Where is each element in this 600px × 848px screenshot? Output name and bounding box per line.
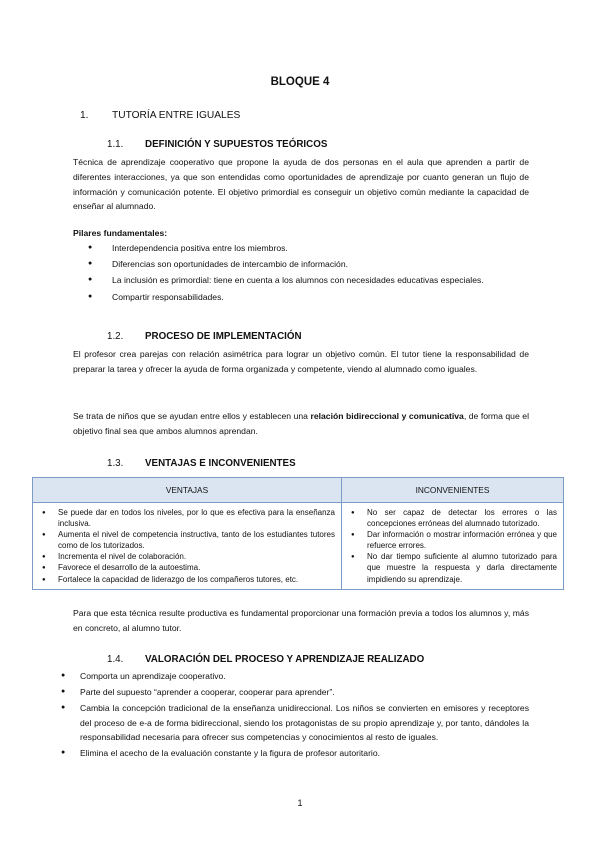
subsection-number: 1.1. [107, 139, 124, 150]
valoracion-list [58, 669, 529, 762]
subsection-number: 1.3. [107, 458, 124, 469]
inconvenientes-list [346, 507, 557, 585]
pillars-label: Pilares fundamentales: [73, 228, 168, 238]
pillars-list [73, 241, 529, 306]
table-header-row [33, 478, 564, 503]
list-item: ● Se puede dar en todos los niveles, por lo que es efectiva para la enseñanza inclusiva. [37, 507, 335, 529]
section-heading-1 [80, 110, 240, 121]
list-item: ● Cambia la concepción tradicional de la enseñanza unidireccional. Los niños se convierten en emisores y receptores del proceso de e-a de forma bidireccional, siendo los protagonistas de su propio aprendizaje y, por tanto, dándoles la responsabilidad necesaria para ofrecer sus competencias y conocimientos al resto de iguales. [58, 701, 529, 744]
list-item: ● Compartir responsabilidades. [73, 290, 529, 304]
page-title: BLOQUE 4 [270, 76, 330, 88]
list-item: ● Favorece el desarrollo de la autoestima. [37, 562, 335, 573]
bidirectional-paragraph [73, 409, 529, 439]
subsection-heading-1-4 [107, 654, 424, 665]
subsection-title: VENTAJAS E INCONVENIENTES [145, 458, 296, 469]
section-number: 1. [80, 110, 89, 121]
inconvenientes-cell [342, 503, 564, 590]
subsection-heading-1-2 [107, 331, 302, 342]
list-item: ● No dar tiempo suficiente al alumno tutorizado para que muestre la respuesta y darla directamente impidiendo su aprendizaje. [346, 551, 557, 584]
ventajas-list [37, 507, 335, 585]
page-number: 1 [297, 798, 303, 808]
column-header-inconvenientes: INCONVENIENTES [342, 478, 564, 503]
emphasis-text: relación bidireccional y comunicativa [310, 411, 464, 421]
subsection-title: VALORACIÓN DEL PROCESO Y APRENDIZAJE REALIZADO [145, 654, 425, 665]
subsection-number: 1.2. [107, 331, 124, 342]
list-item: ● Dar información o mostrar información errónea y que refuerce errores. [346, 529, 557, 551]
paragraph-text: Se trata de niños que se ayudan entre ellos y establecen una [73, 411, 311, 421]
list-item: ● Parte del supuesto “aprender a cooperar, cooperar para aprender”. [58, 685, 529, 699]
list-item: ● Aumenta el nivel de competencia instructiva, tanto de los estudiantes tutores como de los tutorizados. [37, 529, 335, 551]
implementation-paragraph: El profesor crea parejas con relación asimétrica para lograr un objetivo común. El tutor tiene la responsabilidad de preparar la tarea y ofrecer la ayuda de forma organizada y competente, viendo al alumnado como iguales. [73, 349, 529, 374]
section-title: TUTORÍA ENTRE IGUALES [112, 110, 241, 121]
list-item: ● La inclusión es primordial: tiene en cuenta a los alumnos con necesidades educativas especiales. [73, 273, 529, 287]
training-paragraph: Para que esta técnica resulte productiva es fundamental proporcionar una formación previa a todos los alumnos y, más en concreto, al alumno tutor. [73, 608, 529, 633]
paragraph-text: , de forma que el objetivo final sea que ambos alumnos aprendan. [73, 411, 529, 436]
subsection-heading-1-3 [107, 458, 296, 469]
list-item: ● Fortalece la capacidad de liderazgo de los compañeros tutores, etc. [37, 574, 335, 585]
definition-paragraph: Técnica de aprendizaje cooperativo que propone la ayuda de dos personas en el aula que aprenden a partir de diferentes interacciones, ya que son entendidas como oportunidades de aprendizaje por cuanto generan un flujo de información y comunicación potente. El objetivo primordial es conseguir un objetivo común mediante la capacidad de enseñar al alumnado. [73, 157, 529, 212]
list-item: ● Elimina el acecho de la evaluación constante y la figura de profesor autoritario. [58, 746, 529, 760]
subsection-heading-1-1 [107, 139, 327, 150]
pros-cons-table [32, 477, 564, 590]
subsection-number: 1.4. [107, 654, 124, 665]
list-item: ● Incrementa el nivel de colaboración. [37, 551, 335, 562]
list-item: ● Comporta un aprendizaje cooperativo. [58, 669, 529, 683]
list-item: ● No ser capaz de detectar los errores o las concepciones erróneas del alumnado tutorizado. [346, 507, 557, 529]
column-header-ventajas: VENTAJAS [33, 478, 342, 503]
subsection-title: DEFINICIÓN Y SUPUESTOS TEÓRICOS [145, 139, 328, 150]
table-row [33, 503, 564, 590]
list-item: ● Diferencias son oportunidades de intercambio de información. [73, 257, 529, 271]
ventajas-cell [33, 503, 342, 590]
list-item: ● Interdependencia positiva entre los miembros. [73, 241, 529, 255]
subsection-title: PROCESO DE IMPLEMENTACIÓN [145, 331, 302, 342]
